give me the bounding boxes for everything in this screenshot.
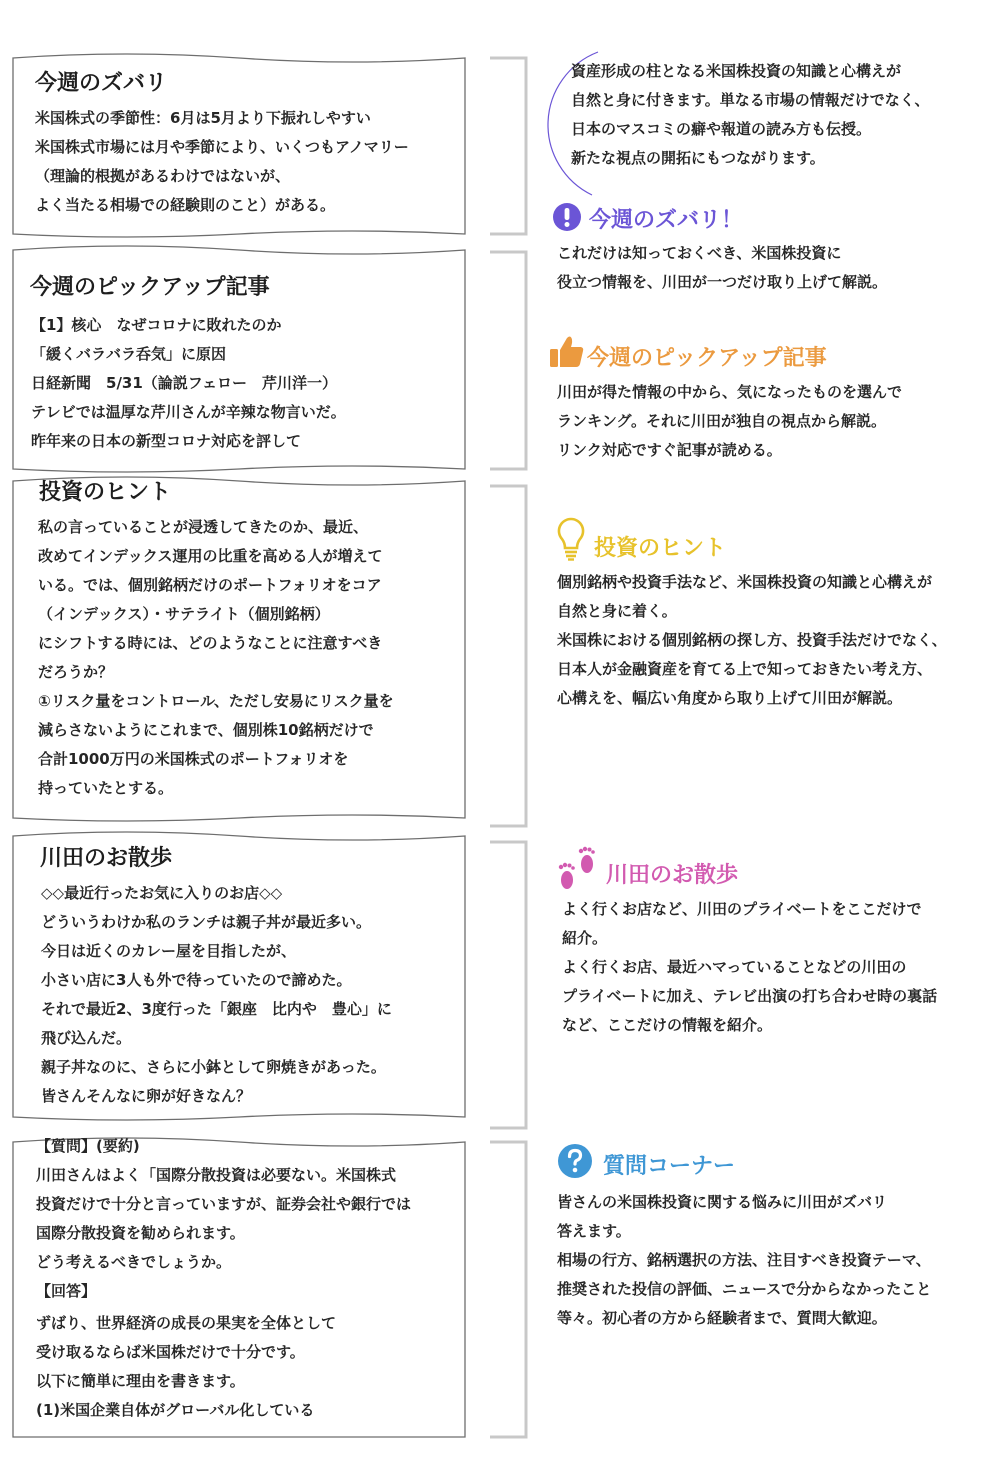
desc-body-qa (557, 1188, 931, 1333)
body-line: 飛び込んだ。 (41, 1029, 132, 1047)
body-line: 投資だけで十分と言っていますが、証券会社や銀行では (36, 1195, 412, 1213)
body-line: 川田さんはよく「国際分散投資は必要ない。米国株式 (36, 1166, 397, 1184)
desc-line: 推奨された投信の評価、ニュースで分からなかったこと (557, 1280, 932, 1298)
desc-line: 川田が得た情報の中から、気になったものを選んで (557, 383, 903, 401)
desc-title-pickup: 今週のピックアップ記事 (587, 346, 827, 371)
body-line: いる。では、個別銘柄だけのポートフォリオをコア (38, 576, 382, 594)
desc-line: 個別銘柄や投資手法など、米国株投資の知識と心構えが (557, 573, 933, 591)
footprints-icon (557, 846, 601, 894)
body-line: 以下に簡単に理由を書きます。 (36, 1372, 245, 1390)
body-line: ①リスク量をコントロール、ただし安易にリスク量を (38, 692, 394, 710)
desc-title-sanpo: 川田のお散歩 (606, 863, 739, 888)
body-line: どう考えるべきでしょうか。 (36, 1253, 232, 1271)
desc-line: 米国株における個別銘柄の探し方、投資手法だけでなく、 (557, 631, 947, 649)
section-title: 今週のピックアップ記事 (30, 275, 270, 300)
body-line: 今日は近くのカレー屋を目指したが、 (41, 942, 297, 960)
section-bracket (490, 252, 526, 469)
desc-body-zubari (557, 239, 887, 297)
section-body (36, 1132, 411, 1425)
section-title: 川田のお散歩 (40, 846, 173, 871)
body-line: 【1】核心 なぜコロナに敗れたのか (31, 316, 282, 334)
desc-title-zubari: 今週のズバリ！ (589, 208, 744, 233)
section-title: 投資のヒント (39, 480, 172, 505)
section-hint (13, 481, 465, 818)
desc-line: これだけは知っておくべき、米国株投資に (557, 244, 842, 262)
desc-line: 紹介。 (562, 929, 608, 947)
body-line: にシフトする時には、どのようなことに注意すべき (38, 634, 383, 652)
body-line: どういうわけか私のランチは親子丼が最近多い。 (41, 913, 372, 931)
desc-line: 心構えを、幅広い角度から取り上げて川田が解説。 (557, 689, 903, 707)
desc-line: 皆さんの米国株投資に関する悩みに川田がズバリ (557, 1193, 888, 1211)
body-line: 「緩くバラバラ呑気」に原因 (31, 345, 227, 363)
intro-text (571, 57, 930, 173)
thumbs-up-icon (549, 335, 585, 369)
body-line: それで最近2、3度行った「銀座 比内や 豊心」に (41, 1000, 392, 1018)
section-bracket (490, 1142, 526, 1437)
body-line: テレビでは温厚な芹川さんが辛辣な物言いだ。 (31, 403, 346, 421)
section-bracket (490, 486, 526, 826)
body-line: 改めてインデックス運用の比重を高める人が増えて (38, 547, 383, 565)
desc-body-pickup (557, 378, 902, 465)
desc-line: よく行くお店、最近ハマっていることなどの川田の (562, 958, 907, 976)
section-zubari (13, 58, 465, 234)
body-line: 国際分散投資を勧められます。 (36, 1224, 245, 1242)
body-line: 減らさないようにこれまで、個別株10銘柄だけで (38, 721, 374, 739)
desc-title-qa: 質問コーナー (603, 1154, 736, 1179)
intro-line: 自然と身に付きます。単なる市場の情報だけでなく、 (571, 91, 930, 109)
desc-body-hint (557, 568, 947, 713)
body-line: よく当たる相場での経験則のこと）がある。 (35, 196, 336, 214)
body-line: 合計1000万円の米国株式のポートフォリオを (38, 750, 349, 768)
desc-line: 役立つ情報を、川田が一つだけ取り上げて解説。 (557, 273, 888, 291)
body-line: （理論的根拠があるわけではないが、 (35, 167, 291, 185)
body-line: 【回答】 (36, 1282, 97, 1300)
section-qa (13, 1137, 465, 1437)
desc-line: 日本人が金融資産を育てる上で知っておきたい考え方、 (557, 660, 933, 678)
section-pickup (13, 250, 465, 469)
desc-line: 等々。初心者の方から経験者まで、質問大歓迎。 (557, 1309, 887, 1327)
body-line: (1)米国企業自体がグローバル化している (36, 1401, 315, 1419)
section-bracket (490, 842, 526, 1128)
body-line: 日経新聞 5/31（論説フェロー 芹川洋一） (31, 374, 338, 392)
section-title: 今週のズバリ (35, 71, 168, 96)
intro-line: 新たな視点の開拓にもつながります。 (571, 149, 825, 167)
body-line: 受け取るならば米国株だけで十分です。 (36, 1343, 305, 1361)
intro-line: 資産形成の柱となる米国株投資の知識と心構えが (571, 62, 902, 80)
desc-line: 相場の行方、銘柄選択の方法、注目すべき投資テーマ、 (557, 1251, 931, 1269)
desc-line: よく行くお店など、川田のプライベートをここだけで (562, 900, 922, 918)
desc-title-hint: 投資のヒント (594, 536, 727, 561)
exclamation-icon (552, 202, 582, 232)
body-line: 小さい店に3人も外で待っていたので諦めた。 (41, 971, 352, 989)
intro-line: 日本のマスコミの癖や報道の読み方も伝授。 (571, 120, 872, 138)
desc-line: ランキング。それに川田が独自の視点から解説。 (557, 412, 886, 430)
desc-line: 答えます。 (557, 1222, 631, 1240)
desc-line: など、ここだけの情報を紹介。 (562, 1016, 773, 1034)
desc-body-sanpo (562, 895, 937, 1040)
body-line: 米国株式市場には月や季節により、いくつもアノマリー (35, 138, 409, 156)
body-line: ずばり、世界経済の成長の果実を全体として (36, 1314, 337, 1332)
body-line: 親子丼なのに、さらに小鉢として卵焼きがあった。 (41, 1058, 386, 1076)
body-line: 私の言っていることが浸透してきたのか、最近、 (38, 518, 369, 536)
desc-line: リンク対応ですぐ記事が読める。 (557, 441, 782, 459)
body-line: ◇◇最近行ったお気に入りのお店◇◇ (41, 884, 283, 902)
section-body (35, 104, 409, 220)
body-line: 昨年来の日本の新型コロナ対応を評して (31, 432, 302, 450)
body-line: 米国株式の季節性：6月は5月より下振れしやすい (35, 109, 371, 127)
desc-line: 自然と身に着く。 (557, 602, 677, 620)
desc-line: プライベートに加え、テレビ出演の打ち合わせ時の裏話 (562, 987, 938, 1005)
section-body (31, 311, 346, 456)
section-sanpo (13, 836, 465, 1117)
lightbulb-icon (556, 517, 586, 561)
body-line: 皆さんそんなに卵が好きなん？ (41, 1087, 252, 1105)
question-icon (557, 1143, 593, 1179)
section-bracket (490, 58, 526, 234)
body-line: 【質問】(要約) (36, 1137, 140, 1155)
section-body (38, 513, 394, 803)
body-line: だろうか？ (38, 663, 114, 681)
body-line: 持っていたとする。 (38, 779, 174, 797)
section-body (41, 879, 392, 1111)
body-line: （インデックス）・サテライト（個別銘柄） (38, 605, 330, 623)
